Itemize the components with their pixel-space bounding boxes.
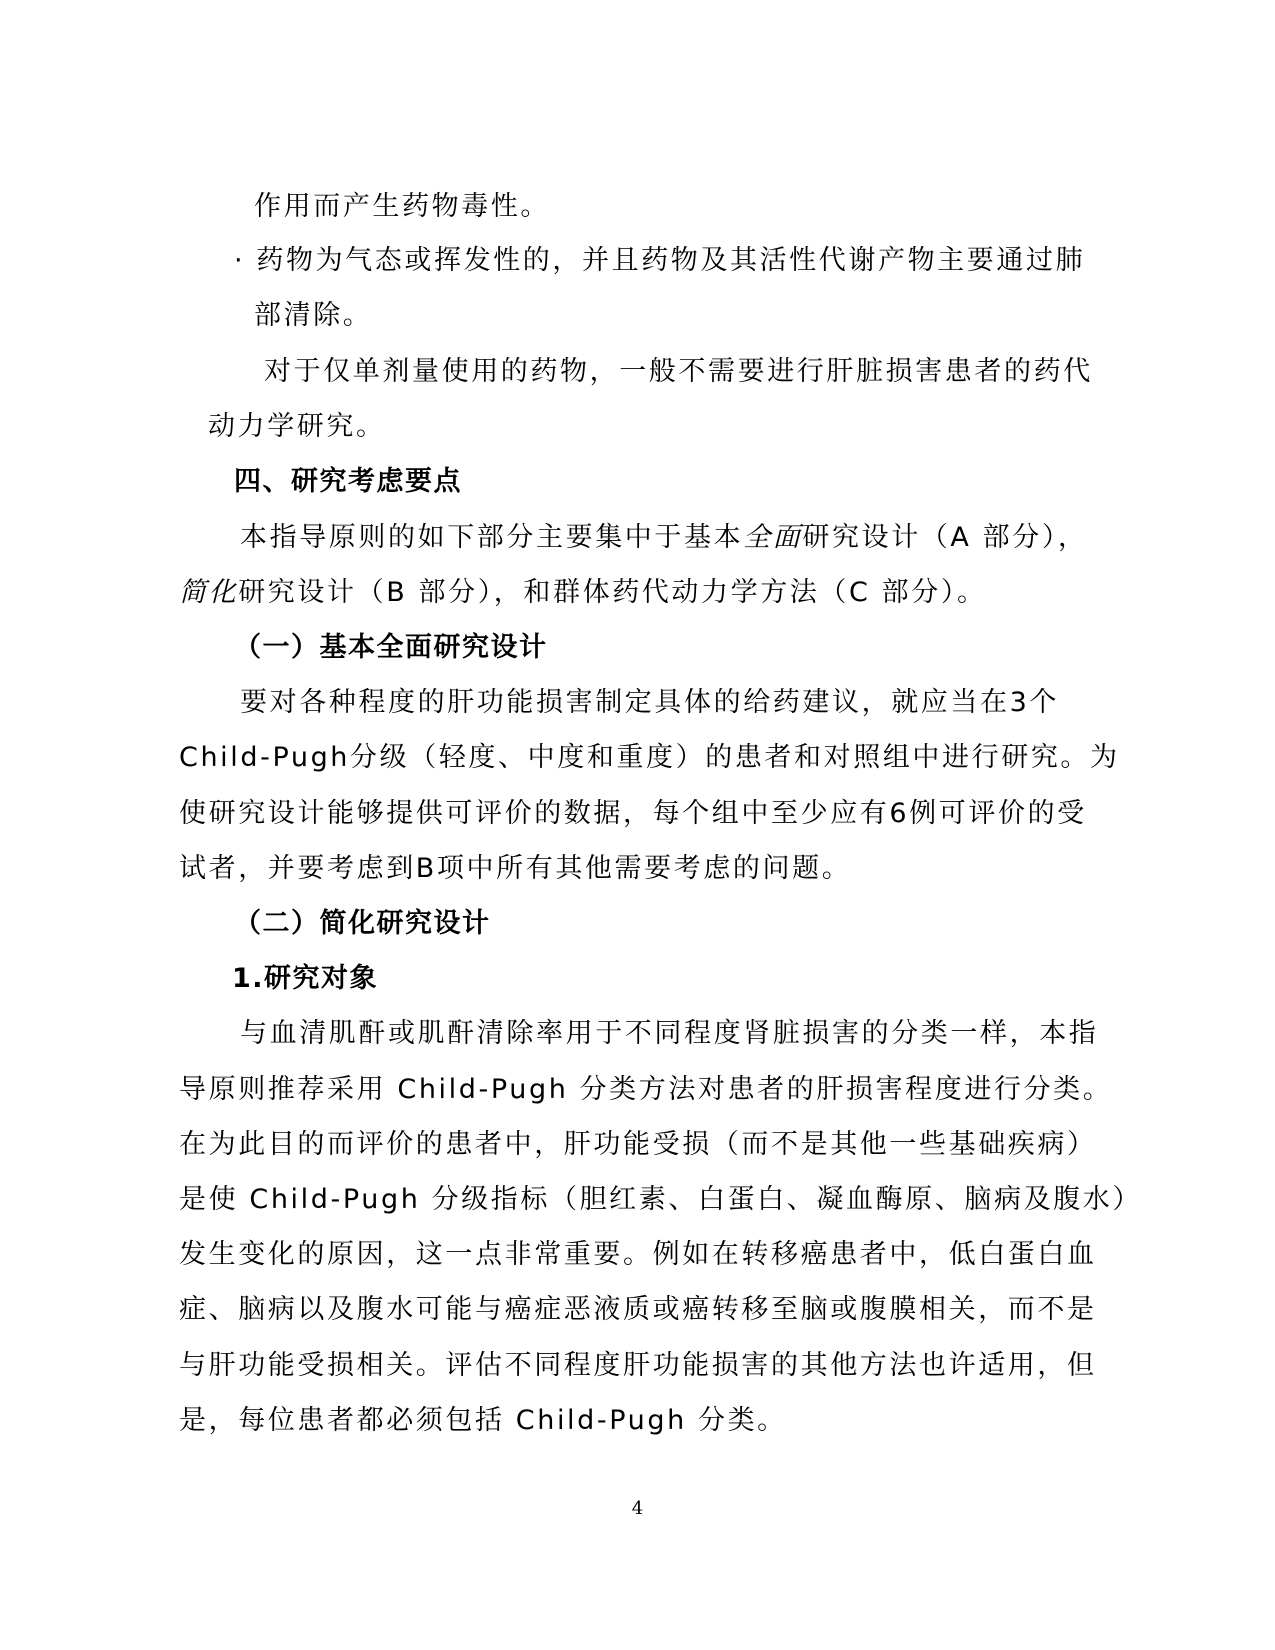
- body-text-line: 是使 Child-Pugh 分级指标（胆红素、白蛋白、凝血酶原、脑病及腹水）: [179, 1184, 1142, 1215]
- body-text-line: 简化研究设计（B 部分），和群体药代动力学方法（C 部分）。: [179, 577, 987, 608]
- body-text-line: 要对各种程度的肝功能损害制定具体的给药建议，就应当在3个: [240, 687, 1059, 718]
- body-text-line: 在为此目的而评价的患者中，肝功能受损（而不是其他一些基础疾病）: [179, 1129, 1097, 1160]
- body-text-line: 使研究设计能够提供可评价的数据，每个组中至少应有6例可评价的受: [179, 798, 1087, 829]
- body-text-line: 是，每位患者都必须包括 Child-Pugh 分类。: [179, 1405, 787, 1436]
- bullet-item-line: 部清除。: [254, 300, 373, 331]
- body-text-line: 对于仅单剂量使用的药物，一般不需要进行肝脏损害患者的药代: [264, 356, 1093, 387]
- page-number: 4: [631, 1498, 644, 1519]
- body-text-line: 本指导原则的如下部分主要集中于基本全面研究设计（A 部分），: [240, 522, 1088, 553]
- body-text-line: 与肝功能受损相关。评估不同程度肝功能损害的其他方法也许适用，但: [179, 1350, 1097, 1381]
- bullet-item-line: · 药物为气态或挥发性的，并且药物及其活性代谢产物主要通过肺: [234, 245, 1086, 276]
- emphasis-text: 简化: [179, 577, 239, 608]
- item-heading: 1.研究对象: [232, 963, 379, 994]
- body-text-line: 症、脑病以及腹水可能与癌症恶液质或癌转移至脑或腹膜相关，而不是: [179, 1294, 1097, 1325]
- body-text-line: 作用而产生药物毒性。: [254, 191, 550, 222]
- body-text-line: 试者，并要考虑到B项中所有其他需要考虑的问题。: [179, 853, 852, 884]
- body-text-line: Child-Pugh分级（轻度、中度和重度）的患者和对照组中进行研究。为: [179, 742, 1120, 773]
- subsection-heading: （一）基本全面研究设计: [234, 632, 548, 663]
- section-heading: 四、研究考虑要点: [234, 466, 462, 497]
- body-text-line: 与血清肌酐或肌酐清除率用于不同程度肾脏损害的分类一样，本指: [240, 1018, 1099, 1049]
- subsection-heading: （二）简化研究设计: [234, 908, 491, 939]
- body-text-line: 导原则推荐采用 Child-Pugh 分类方法对患者的肝损害程度进行分类。: [179, 1074, 1113, 1105]
- emphasis-text: 全面: [743, 522, 803, 553]
- body-text-line: 发生变化的原因，这一点非常重要。例如在转移癌患者中，低白蛋白血: [179, 1239, 1097, 1270]
- body-text-line: 动力学研究。: [208, 411, 386, 442]
